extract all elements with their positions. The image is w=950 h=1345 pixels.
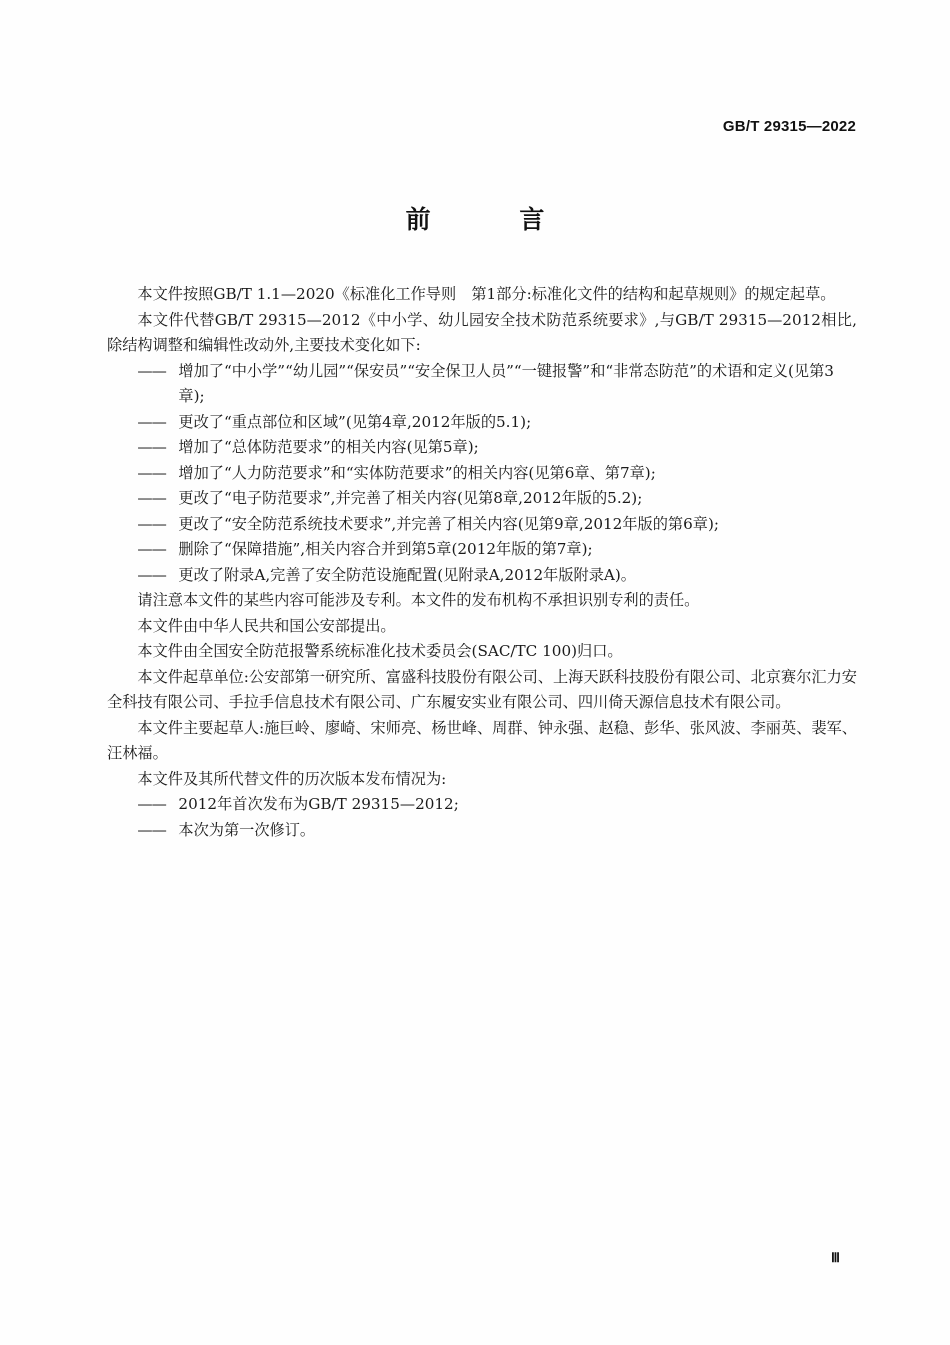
dash-mark: ——	[137, 514, 166, 533]
foreword-body	[107, 282, 857, 843]
dash-mark: ——	[137, 795, 166, 813]
page-title: 前 言	[405, 205, 585, 234]
dash-mark: ——	[137, 820, 166, 839]
paragraph-drafters: 本文件主要起草人:施巨岭、廖崎、宋师亮、杨世峰、周群、钟永强、赵稳、彭华、张风波、李丽英、裴军、汪林福。	[107, 718, 857, 762]
list-item: —— 更改了“电子防范要求”,并完善了相关内容(见第8章,2012年版的5.2);	[137, 486, 857, 512]
dash-mark: ——	[137, 489, 166, 507]
page-number: Ⅲ	[831, 1250, 840, 1265]
paragraph-proposer: 本文件由中华人民共和国公安部提出。	[137, 616, 396, 635]
dash-mark: ——	[137, 438, 166, 456]
dash-mark: ——	[137, 463, 166, 482]
history-list	[107, 792, 857, 843]
paragraph-replaces: 本文件代替GB/T 29315—2012《中小学、幼儿园安全技术防范系统要求》,与GB/T 29315—2012相比,除结构调整和编辑性改动外,主要技术变化如下:	[107, 310, 857, 354]
list-item: —— 本次为第一次修订。	[137, 818, 857, 844]
dash-mark: ——	[137, 565, 166, 584]
paragraph-committee: 本文件由全国安全防范报警系统标准化技术委员会(SAC/TC 100)归口。	[137, 642, 623, 660]
list-item: —— 增加了“中小学”“幼儿园”“保安员”“安全保卫人员”“一键报警”和“非常态防范”的术语和定义(见第3章);	[137, 359, 857, 410]
list-item: —— 更改了附录A,完善了安全防范设施配置(见附录A,2012年版附录A)。	[137, 563, 857, 589]
paragraph-drafting-units: 本文件起草单位:公安部第一研究所、富盛科技股份有限公司、上海天跃科技股份有限公司、北京赛尔汇力安全科技有限公司、手拉手信息技术有限公司、广东履安实业有限公司、四川倚天源信息技术有限公司。	[107, 667, 857, 711]
standard-number: GB/T 29315—2022	[722, 118, 856, 135]
list-item: —— 2012年首次发布为GB/T 29315—2012;	[137, 792, 857, 818]
changes-list	[107, 359, 857, 589]
dash-mark: ——	[137, 412, 166, 431]
paragraph-drafting-rules: 本文件按照GB/T 1.1—2020《标准化工作导则 第1部分:标准化文件的结构和起草规则》的规定起草。	[137, 285, 836, 303]
dash-mark: ——	[137, 361, 166, 380]
paragraph-patent-notice: 请注意本文件的某些内容可能涉及专利。本文件的发布机构不承担识别专利的责任。	[137, 591, 700, 609]
list-item: —— 增加了“人力防范要求”和“实体防范要求”的相关内容(见第6章、第7章);	[137, 461, 857, 487]
list-item: —— 更改了“安全防范系统技术要求”,并完善了相关内容(见第9章,2012年版的第6章);	[137, 512, 857, 538]
list-item: —— 增加了“总体防范要求”的相关内容(见第5章);	[137, 435, 857, 461]
dash-mark: ——	[137, 540, 166, 558]
list-item: —— 删除了“保障措施”,相关内容合并到第5章(2012年版的第7章);	[137, 537, 857, 563]
list-item: —— 更改了“重点部位和区域”(见第4章,2012年版的5.1);	[137, 410, 857, 436]
paragraph-history-intro: 本文件及其所代替文件的历次版本发布情况为:	[137, 769, 447, 788]
